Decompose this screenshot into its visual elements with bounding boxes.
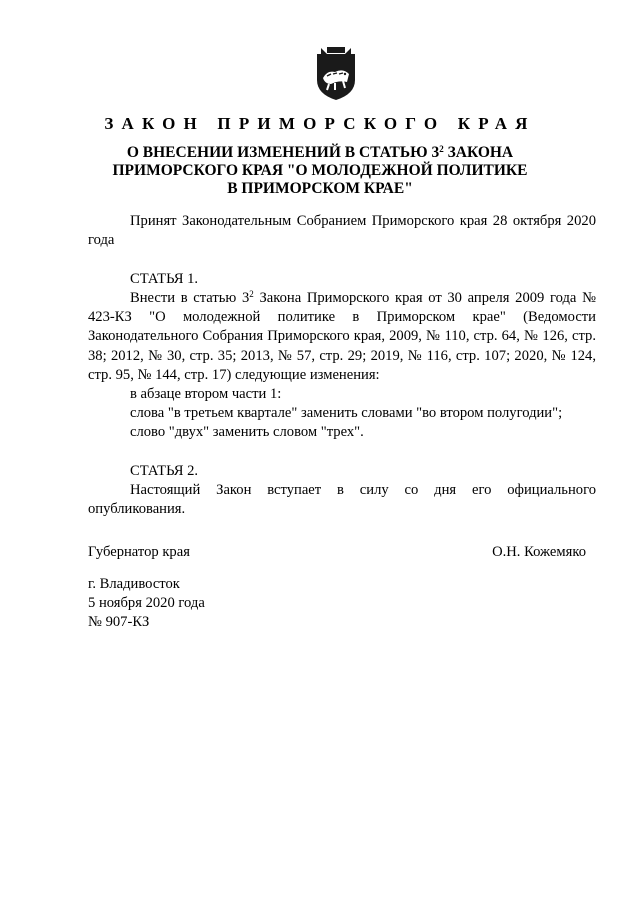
article-1-item: слова "в третьем квартале" заменить словами "во втором полугодии"; [130,404,563,421]
subtitle-line-2: ПРИМОРСКОГО КРАЯ "О МОЛОДЕЖНОЙ ПОЛИТИКЕ [112,162,528,179]
law-title: ЗАКОН ПРИМОРСКОГО КРАЯ [104,114,536,133]
article-2-heading: СТАТЬЯ 2. [130,463,199,480]
law-body [88,212,596,519]
subtitle-line-1: О ВНЕСЕНИИ ИЗМЕНЕНИЙ В СТАТЬЮ $3^2$ ЗАКОНА [126,144,514,161]
article-1-heading: СТАТЬЯ 1. [130,271,199,288]
article-1-item: слово "двух" заменить словом "трех". [130,423,364,440]
coat-of-arms-icon [313,44,359,102]
place-date-block [88,575,205,632]
city: г. Владивосток [88,576,180,592]
law-number: № 907-КЗ [88,614,150,630]
article-2-text: Настоящий Закон вступает в силу со дня его официального опубликования. [88,482,596,518]
signing-date: 5 ноября 2020 года [88,595,205,611]
law-subtitle [100,144,540,198]
signatory-name: О.Н. Кожемяко [492,544,586,560]
subtitle-line-3: В ПРИМОРСКОМ КРАЕ" [227,180,413,197]
signatory-position: Губернатор края [88,544,190,560]
article-1-item: в абзаце втором части 1: [130,385,282,402]
adoption-note: Принят Законодательным Собранием Приморского края 28 октября 2020 года [88,213,596,249]
article-1-text: Внести в статью $3^2$ Закона Приморского края от 30 апреля 2009 года № 423-КЗ "О молодежной политике в Приморском крае" (Ведомости Законодательного Собрания Приморского края, 2009, № 110, стр. 64, № 126, стр. 38; 2012, № 30, стр. 35; 2013, № 57, стр. 29; 2019, № 116, стр. 107; 2020, № 124, стр. 95, № 144, стр. 17) следующие изменения: [88,289,596,383]
